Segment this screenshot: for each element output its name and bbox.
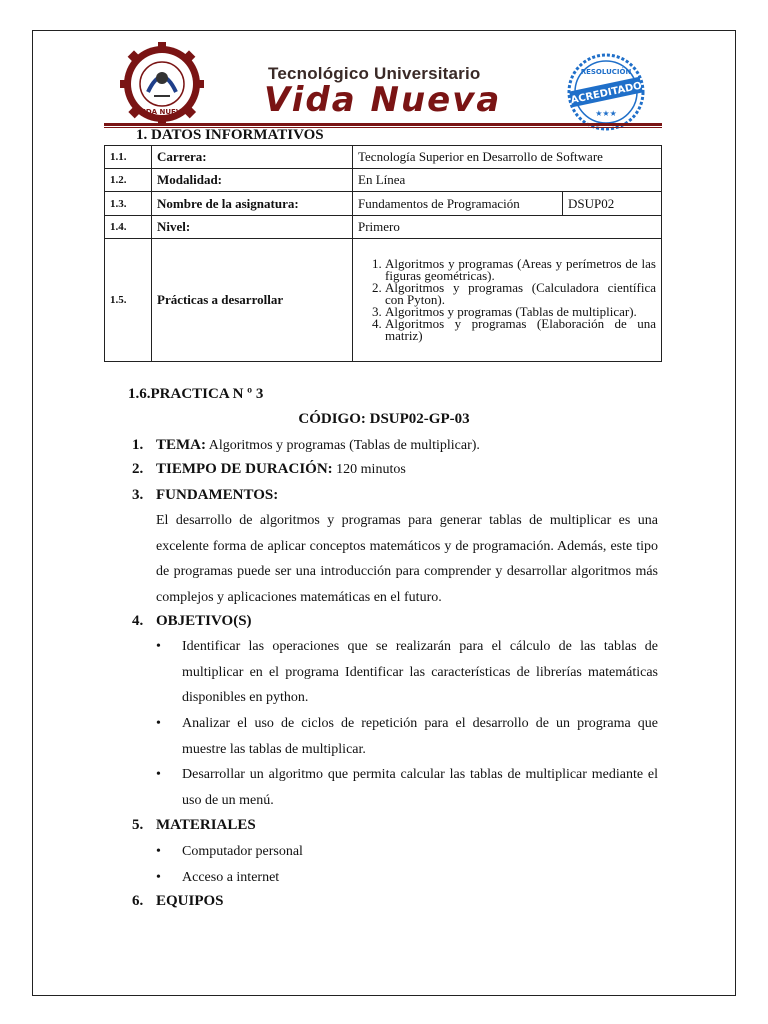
list-item: 3. Algoritmos y programas (Tablas de multiplicar). bbox=[385, 306, 656, 318]
svg-text:VIDA NUEVA: VIDA NUEVA bbox=[137, 108, 187, 116]
header-rule-thick bbox=[104, 123, 662, 126]
bullet-icon: • bbox=[156, 870, 161, 885]
objective-item bbox=[156, 711, 658, 762]
section-title-datos: 1. DATOS INFORMATIVOS bbox=[136, 127, 324, 143]
fundamentos-paragraph: El desarrollo de algoritmos y programas para generar tablas de multiplicar es una excelente forma de aplicar conceptos matemáticos y de programación. Además, este tipo de programas puede ser una introducción para comprender y desarrollar algoritmos más complejos y aplicaciones matemáticas en el futuro. bbox=[156, 513, 658, 605]
document-header bbox=[118, 42, 658, 126]
list-item: 4. Algoritmos y programas (Elaboración de una matriz) bbox=[385, 318, 656, 342]
row-label: Nivel: bbox=[152, 216, 353, 239]
material-item bbox=[156, 839, 658, 865]
materiales-number: 5. bbox=[132, 817, 144, 833]
objective-item bbox=[156, 634, 658, 711]
objective-text: Identificar las operaciones que se realizarán para el cálculo de las tablas de multiplicar en el programa Identificar las características de librerías matemáticas disponibles en python. bbox=[182, 639, 658, 705]
bullet-icon: • bbox=[156, 844, 161, 859]
row-label: Modalidad: bbox=[152, 169, 353, 192]
list-item: 2. Algoritmos y programas (Calculadora científica con Pyton). bbox=[385, 282, 656, 306]
practice-code: CÓDIGO: DSUP02-GP-03 bbox=[298, 411, 470, 427]
row-number: 1.5. bbox=[105, 239, 152, 362]
subject-code: DSUP02 bbox=[563, 192, 662, 216]
material-text: Computador personal bbox=[182, 844, 303, 859]
info-table bbox=[104, 145, 662, 362]
objective-text: Analizar el uso de ciclos de repetición para el desarrollo de un programa que muestre las tablas de multiplicar. bbox=[182, 716, 658, 757]
fundamentos-label: FUNDAMENTOS: bbox=[156, 487, 279, 503]
table-row bbox=[105, 216, 662, 239]
brand-line-1: Tecnológico Universitario bbox=[268, 64, 481, 83]
row-value: Tecnología Superior en Desarrollo de Software bbox=[353, 146, 662, 169]
equipos-label: EQUIPOS bbox=[156, 893, 224, 909]
tiempo-label: TIEMPO DE DURACIÓN: bbox=[156, 461, 333, 477]
tema-label: TEMA: bbox=[156, 437, 206, 453]
row-value: Primero bbox=[353, 216, 662, 239]
objetivos-label: OBJETIVO(S) bbox=[156, 613, 252, 629]
institution-logo bbox=[118, 42, 206, 126]
svg-text:ACREDITADO: ACREDITADO bbox=[569, 80, 643, 107]
brand-line-2: Vida Nueva bbox=[264, 80, 502, 120]
accreditation-seal bbox=[566, 52, 646, 132]
objective-text: Desarrollar un algoritmo que permita calcular las tablas de multiplicar mediante el uso de un menú. bbox=[182, 767, 658, 808]
row-number: 1.4. bbox=[105, 216, 152, 239]
row-value: Fundamentos de Programación bbox=[353, 192, 563, 216]
row-value: En Línea bbox=[353, 169, 662, 192]
bullet-icon: • bbox=[156, 716, 161, 731]
tiempo-line bbox=[156, 461, 406, 478]
table-row bbox=[105, 239, 662, 362]
tiempo-value: 120 minutos bbox=[336, 462, 406, 477]
svg-text:★★★: ★★★ bbox=[595, 109, 617, 118]
objective-item bbox=[156, 762, 658, 813]
bullet-icon: • bbox=[156, 639, 161, 654]
row-number: 1.3. bbox=[105, 192, 152, 216]
row-number: 1.2. bbox=[105, 169, 152, 192]
list-item: 1. Algoritmos y programas (Areas y perímetros de las figuras geométricas). bbox=[385, 258, 656, 282]
bullet-icon: • bbox=[156, 767, 161, 782]
table-row bbox=[105, 192, 662, 216]
equipos-number: 6. bbox=[132, 893, 144, 909]
svg-text:RESOLUCIÓN: RESOLUCIÓN bbox=[580, 68, 632, 76]
fundamentos-number: 3. bbox=[132, 487, 144, 503]
materiales-label: MATERIALES bbox=[156, 817, 256, 833]
row-label: Carrera: bbox=[152, 146, 353, 169]
row-label: Nombre de la asignatura: bbox=[152, 192, 353, 216]
table-row bbox=[105, 146, 662, 169]
tema-number: 1. bbox=[132, 437, 144, 453]
practices-list bbox=[358, 258, 656, 342]
objetivos-number: 4. bbox=[132, 613, 144, 629]
material-text: Acceso a internet bbox=[182, 870, 280, 885]
material-item bbox=[156, 865, 658, 891]
practices-cell bbox=[353, 239, 662, 362]
tiempo-number: 2. bbox=[132, 461, 144, 477]
tema-value: Algoritmos y programas (Tablas de multiplicar). bbox=[208, 438, 480, 453]
row-number: 1.1. bbox=[105, 146, 152, 169]
tema-line bbox=[156, 437, 480, 454]
row-label: Prácticas a desarrollar bbox=[152, 239, 353, 362]
table-row bbox=[105, 169, 662, 192]
practice-heading: 1.6.PRACTICA N º 3 bbox=[128, 386, 264, 402]
